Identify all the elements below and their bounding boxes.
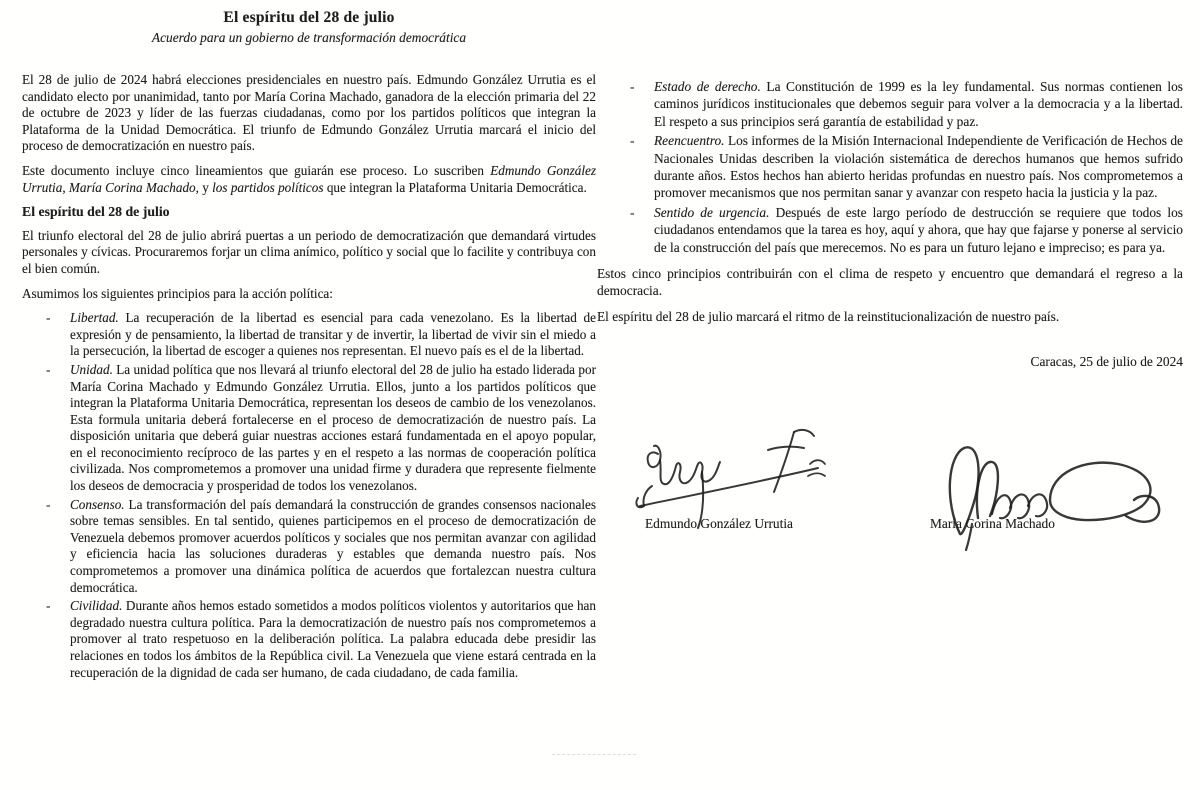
signatory-parties: los partidos políticos (212, 179, 324, 195)
document-title: El espíritu del 28 de julio (223, 9, 395, 26)
bullet-term: Reencuentro. (654, 133, 725, 149)
bullet-text: Después de este largo período de destrucción se requiere que todos los ciudadanos entendamos que la tarea es hoy, aquí y ahora, que hay que fajarse y ponerse al servicio de la construcción del país que merecemos. No es para un futuro lejano e impreciso; es para ya. (654, 204, 1183, 255)
bullet-dash: - (46, 361, 51, 377)
bullet-unidad (22, 362, 596, 495)
bullet-dash: - (46, 598, 51, 614)
section-heading: El espíritu del 28 de julio (22, 204, 170, 220)
paragraph-electoral-triumph: El triunfo electoral del 28 de julio abrirá puertas a un periodo de democratización que demandará virtudes personales y cívicas. Procuraremos forjar un clima anímico, político y social que lo facilite y contribuya con el bien común. (22, 227, 596, 276)
document-subtitle: Acuerdo para un gobierno de transformación democrática (151, 30, 467, 45)
bullet-sentido-de-urgencia (597, 204, 1183, 256)
signature-maria-scrawl (926, 436, 1166, 554)
bullet-dash: - (46, 310, 51, 326)
bullet-estado-de-derecho (597, 78, 1183, 130)
paragraph-rhythm: El espíritu del 28 de julio marcará el ritmo de la reinstitucionalización de nuestro país. (597, 308, 1060, 324)
bullet-dash: - (630, 204, 635, 220)
bullet-reencuentro (597, 132, 1183, 202)
bullet-dash: - (630, 133, 635, 149)
paragraph-signatories: Este documento incluye cinco lineamientos que guiarán ese proceso. Lo suscriben Edmundo González Urrutia, María Corina Machado, y los partidos políticos que integran la Plataforma Unitaria Democrática. (22, 162, 596, 195)
dateline: Caracas, 25 de julio de 2024 (1030, 354, 1183, 370)
paragraph-intro: El 28 de julio de 2024 habrá elecciones presidenciales en nuestro país. Edmundo González Urrutia es el candidato electo por unanimidad, tanto por María Corina Machado, ganadora de la elección primaria del 22 de octubre de 2023 y líder de las fuerzas ciudadanas, como por los partidos políticos que integran la Plataforma de la Unidad Democrática. El triunfo de Edmundo González Urrutia marcará el inicio del proceso de democratización en nuestro país. (22, 72, 596, 154)
bullet-term: Libertad. (70, 310, 119, 326)
paragraph-principles-intro: Asumimos los siguientes principios para la acción política: (22, 285, 333, 301)
bullet-text: La recuperación de la libertad es esencial para cada venezolano. Es la libertad de expresión y de pensamiento, la libertad de transitar y de invertir, la libertad de vivir sin el miedo a la persecución, la libertad de escoger a quienes nos representan. El nuevo país es el de la libertad. (70, 310, 597, 359)
scan-artifact-line (552, 754, 636, 755)
signatories-lead: Este documento incluye cinco lineamientos que guiarán ese proceso. Lo suscriben (22, 162, 491, 178)
bullet-term: Consenso. (70, 496, 125, 512)
bullet-text: La transformación del país demandará la construcción de grandes consensos nacionales sobre temas sensibles. En tal sentido, quienes participemos en el proceso de democratización de Venezuela debemos promover acuerdos políticos y sociales que nos permitan avanzar con agilidad y eficiencia hacia las soluciones duraderas y estables que demanda nuestro país. Nos comprometemos a promover una dinámica política de acuerdos que fortalezcan nuestra cultura democrática. (70, 496, 597, 595)
bullet-civilidad (22, 598, 596, 681)
bullet-dash: - (630, 79, 635, 94)
left-column (22, 72, 596, 683)
bullet-libertad (22, 310, 596, 360)
bullet-dash: - (46, 496, 51, 512)
bullet-consenso (22, 497, 596, 597)
bullet-text: Durante años hemos estado sometidos a modos políticos violentos y autoritarios que han degradado nuestra cultura política. Para la democratización de nuestro país nos comprometemos a promover al trato respetuoso en la deliberación política. La palabra educada debe presidir las relaciones en todos los ámbitos de la República civil. La Venezuela que viene estará centrada en la recuperación de la dignidad de cada ser humano, de cada ciudadano, de cada familia. (70, 598, 596, 680)
bullet-term: Civilidad. (70, 598, 123, 614)
signature-name-maria: María Corina Machado (930, 516, 1055, 531)
bullet-text: La Constitución de 1999 es la ley fundamental. Sus normas contienen los caminos jurídicos institucionales que debemos seguir para volver a la democracia y a la libertad. El respeto a sus principios será garantía de estabilidad y paz. (654, 79, 1183, 129)
bullet-text: La unidad política que nos llevará al triunfo electoral del 28 de julio ha estado liderada por María Corina Machado y Edmundo González Urrutia. Ellos, junto a los partidos políticos que integran la Plataforma Unitaria Democrática, representan los deseos de cambio de los venezolanos. Esta formula unitaria deberá fortalecerse en el proceso de democratización de nuestro país. La disposición unitaria que deberá guiar nuestras acciones estará fundamentada en el apoyo popular, en el reconocimiento recíproco de las partes y en el respeto a las normas de cooperación política civilizada. Nos comprometemos a promover una unidad firme y duradera que represente fielmente los deseos de democracia y prosperidad de todos los venezolanos. (70, 361, 596, 494)
signatory-name-edmundo: Edmundo González Urrutia (22, 162, 596, 195)
right-column (597, 78, 1183, 379)
signature-name-edmundo: Edmundo González Urrutia (645, 516, 793, 531)
document-header (22, 9, 596, 46)
bullet-term: Estado de derecho. (654, 79, 761, 94)
bullet-term: Unidad. (70, 361, 113, 377)
paragraph-five-principles: Estos cinco principios contribuirán con el clima de respeto y encuentro que demandará el regreso a la democracia. (597, 266, 1183, 299)
bullet-text: Los informes de la Misión Internacional Independiente de Verificación de Hechos de Nacionales Unidas describen la violación sistemática de derechos humanos que hemos sufrido durante años. Estos hechos han abierto heridas profundas en nuestro país. Nos comprometemos a promover mecanismos que nos permitan sanar y avanzar con respeto hacia la justicia y la paz. (654, 133, 1183, 201)
signatory-name-maria: María Corina Machado (68, 179, 196, 195)
bullet-term: Sentido de urgencia. (654, 204, 770, 220)
